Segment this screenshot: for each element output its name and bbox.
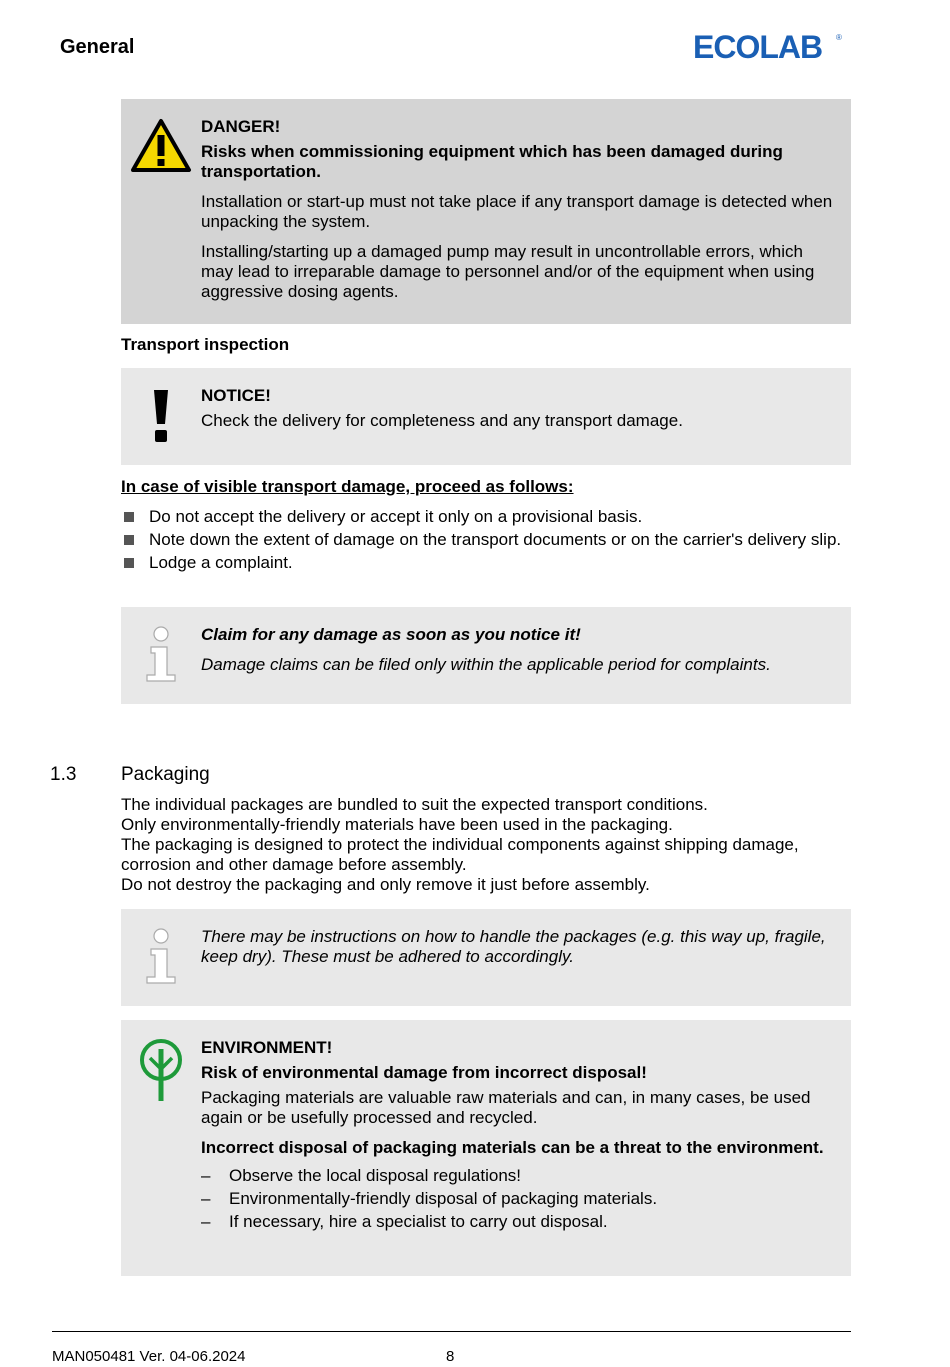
environment-bold-paragraph: Incorrect disposal of packaging materials can be a threat to the environment. — [201, 1138, 824, 1157]
warning-triangle-icon — [130, 118, 192, 173]
environment-paragraph: Packaging materials are valuable raw materials and can, in many cases, be used again or be usefully processed and recycled. — [201, 1088, 811, 1127]
list-item: Lodge a complaint. — [121, 553, 851, 573]
bullet-square-icon — [124, 558, 134, 568]
list-item: – Observe the local disposal regulations! — [201, 1166, 521, 1185]
info-icon — [145, 927, 177, 985]
damage-procedure-heading: In case of visible transport damage, proceed as follows: — [121, 477, 574, 496]
ecolab-logo — [693, 30, 843, 62]
danger-box — [121, 99, 851, 324]
transport-inspection-heading: Transport inspection — [121, 335, 290, 354]
footer-divider — [52, 1331, 851, 1332]
danger-headline: Risks when commissioning equipment which has been damaged during transportation. — [201, 142, 783, 181]
environment-box — [121, 1020, 851, 1276]
info-icon — [145, 625, 177, 683]
notice-label: NOTICE! — [201, 386, 271, 405]
environment-label: ENVIRONMENT! — [201, 1038, 333, 1057]
section-number: 1.3 — [50, 764, 77, 785]
bullet-square-icon — [124, 535, 134, 545]
info-text: There may be instructions on how to handle the packages (e.g. this way up, fragile, keep dry). These must be adhered to accordingly. — [201, 927, 826, 966]
info-box-claim — [121, 607, 851, 704]
info-headline: Claim for any damage as soon as you notice it! — [201, 625, 581, 644]
body-line: The individual packages are bundled to suit the expected transport conditions. — [121, 795, 708, 814]
page-header-title: General — [60, 36, 135, 58]
list-item: – If necessary, hire a specialist to carry out disposal. — [201, 1212, 608, 1231]
footer-doc-id: MAN050481 Ver. 04-06.2024 — [52, 1348, 246, 1365]
disposal-list — [201, 1166, 833, 1232]
bullet-square-icon — [124, 512, 134, 522]
info-text: Damage claims can be filed only within the applicable period for complaints. — [201, 655, 771, 674]
body-line: Only environmentally-friendly materials have been used in the packaging. — [121, 815, 673, 834]
list-item: – Environmentally-friendly disposal of packaging materials. — [201, 1189, 658, 1208]
body-line: Do not destroy the packaging and only remove it just before assembly. — [121, 875, 650, 894]
packaging-paragraph — [121, 795, 856, 895]
list-item: Do not accept the delivery or accept it only on a provisional basis. — [121, 507, 851, 527]
damage-procedure-list — [121, 507, 851, 576]
footer-page-number: 8 — [446, 1348, 455, 1365]
environment-headline: Risk of environmental damage from incorrect disposal! — [201, 1063, 647, 1082]
svg-text:®: ® — [836, 33, 842, 42]
section-title: Packaging — [121, 764, 210, 785]
list-item: Note down the extent of damage on the transport documents or on the carrier's delivery slip. — [121, 530, 851, 550]
danger-paragraph: Installation or start-up must not take place if any transport damage is detected when unpacking the system. — [201, 192, 833, 231]
notice-box — [121, 368, 851, 465]
body-line: The packaging is designed to protect the individual components against shipping damage, corrosion and other damage before assembly. — [121, 835, 799, 874]
svg-text:ECOLAB: ECOLAB — [693, 30, 823, 62]
exclamation-icon — [151, 390, 171, 442]
info-box-handling — [121, 909, 851, 1006]
tree-icon — [138, 1039, 184, 1103]
danger-paragraph: Installing/starting up a damaged pump may result in uncontrollable errors, which may lead to irreparable damage to personnel and/or of the equipment when using aggressive dosing agents. — [201, 242, 815, 301]
danger-label: DANGER! — [201, 117, 281, 136]
notice-text: Check the delivery for completeness and any transport damage. — [201, 411, 683, 430]
